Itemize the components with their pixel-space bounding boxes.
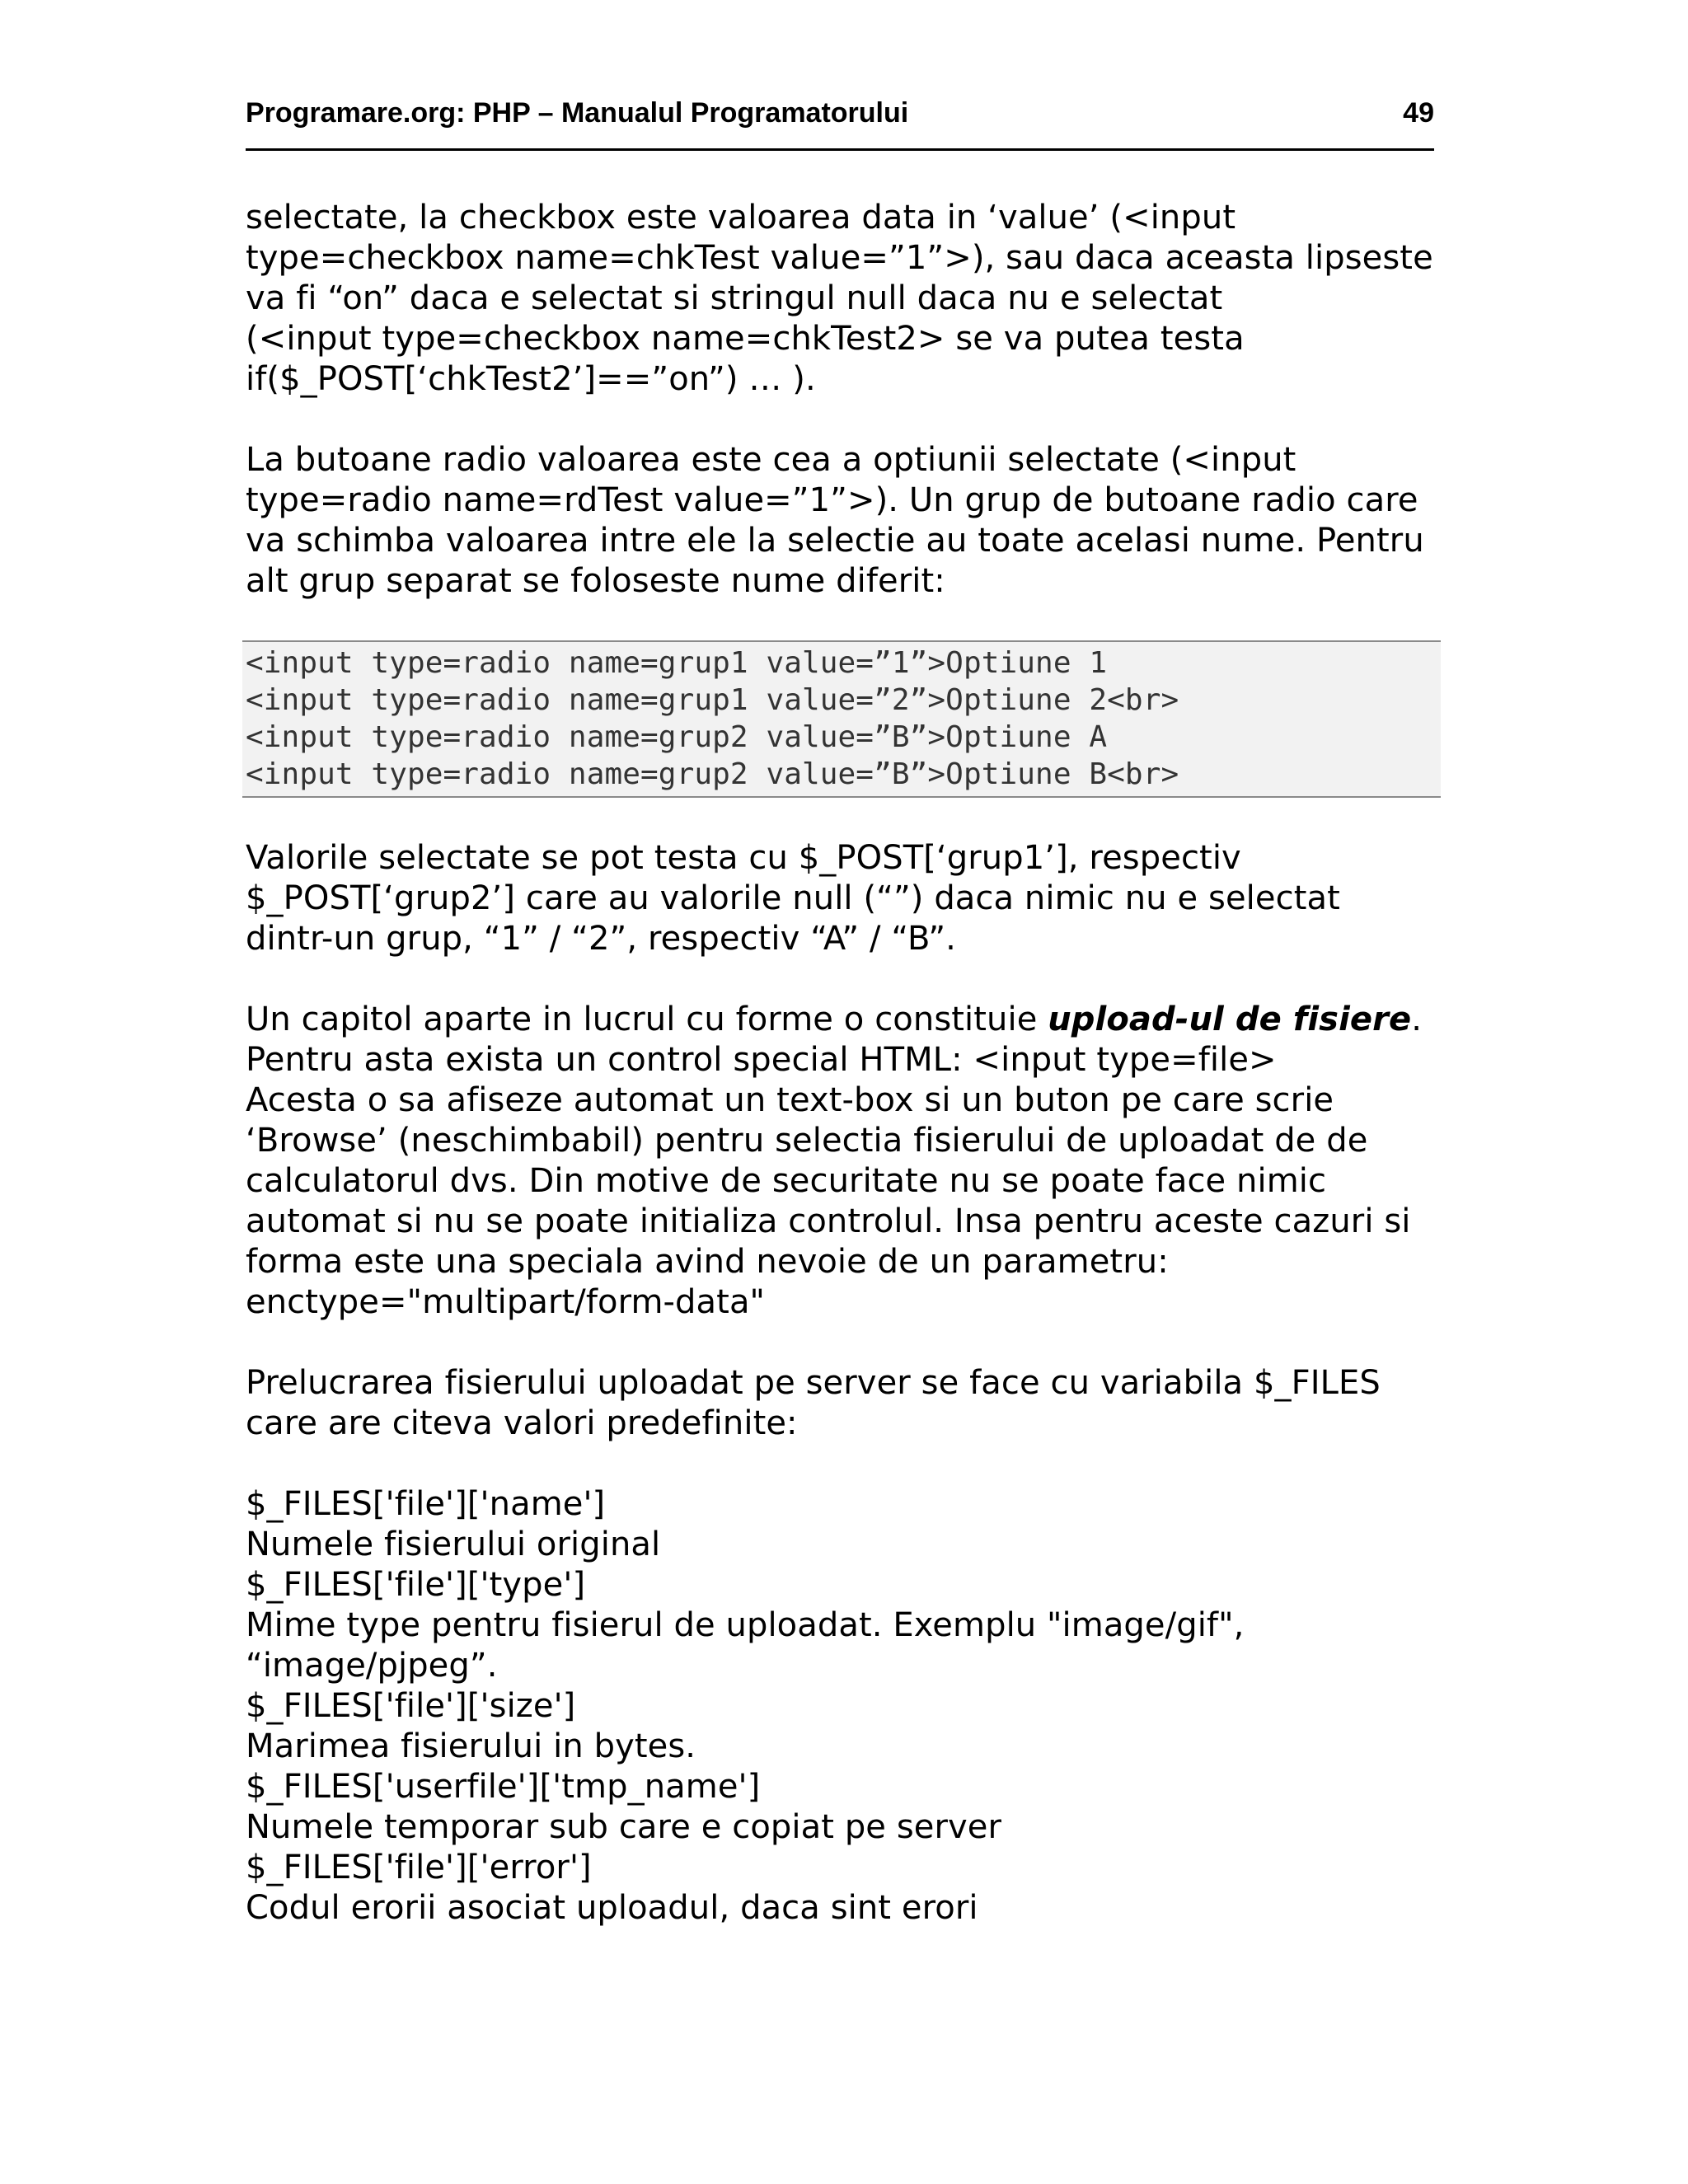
files-definitions	[246, 1484, 1457, 1929]
code-line: <input type=radio name=grup1 value=”1”>Optiune 1	[246, 646, 1108, 680]
page-header	[246, 96, 1434, 151]
text-line: Un capitol aparte in lucrul cu forme o constituie	[246, 1001, 1048, 1038]
definition-term: $_FILES['userfile']['tmp_name']	[246, 1768, 761, 1806]
text-line: type=checkbox name=chkTest value=”1”>), sau daca aceasta lipseste	[246, 239, 1433, 277]
definition-term: $_FILES['file']['size']	[246, 1687, 576, 1725]
text-line: forma este una speciala avind nevoie de un parametru:	[246, 1243, 1169, 1281]
text-line: alt grup separat se foloseste nume diferit:	[246, 562, 945, 600]
text-line: selectate, la checkbox este valoarea data in ‘value’ (<input	[246, 199, 1236, 237]
text-line: .	[1411, 1001, 1423, 1038]
paragraph-upload	[246, 1000, 1457, 1323]
text-line: La butoane radio valoarea este cea a optiunii selectate (<input	[246, 441, 1296, 479]
code-line: <input type=radio name=grup1 value=”2”>Optiune 2<br>	[246, 683, 1179, 717]
text-line: Prelucrarea fisierului uploadat pe server se face cu variabila $_FILES	[246, 1364, 1381, 1402]
code-line: <input type=radio name=grup2 value=”B”>Optiune B<br>	[246, 757, 1179, 791]
text-line: va schimba valoarea intre ele la selectie au toate acelasi nume. Pentru	[246, 522, 1424, 560]
text-line: $_POST[‘grup2’] care au valorile null (“”) daca nimic nu e selectat	[246, 879, 1340, 917]
definition-term: $_FILES['file']['error']	[246, 1849, 592, 1886]
page-number: 49	[1403, 97, 1434, 129]
page-content	[246, 198, 1457, 1929]
header-title: Programare.org: PHP – Manualul Programatorului	[246, 97, 909, 129]
text-line: dintr-un grup, “1” / “2”, respectiv “A” / “B”.	[246, 920, 957, 958]
definition-desc: Marimea fisierului in bytes.	[246, 1727, 696, 1765]
paragraph-radio	[246, 440, 1457, 602]
paragraph-values	[246, 838, 1457, 959]
text-line: if($_POST[‘chkTest2’]==”on”) … ).	[246, 360, 816, 398]
paragraph-files	[246, 1363, 1457, 1444]
paragraph-checkbox	[246, 198, 1457, 400]
emphasis-text: upload-ul de fisiere	[1048, 1001, 1412, 1038]
code-block	[242, 640, 1441, 798]
definition-desc: “image/pjpeg”.	[246, 1647, 498, 1685]
text-line: enctype="multipart/form-data"	[246, 1283, 766, 1321]
text-line: ‘Browse’ (neschimbabil) pentru selectia fisierului de uploadat de de	[246, 1122, 1368, 1160]
text-line: care are citeva valori predefinite:	[246, 1404, 798, 1442]
text-line: calculatorul dvs. Din motive de securitate nu se poate face nimic	[246, 1162, 1327, 1200]
definition-desc: Mime type pentru fisierul de uploadat. Exemplu "image/gif",	[246, 1606, 1245, 1644]
definition-desc: Numele temporar sub care e copiat pe server	[246, 1808, 1002, 1846]
definition-desc: Codul erorii asociat uploadul, daca sint erori	[246, 1889, 978, 1927]
text-line: type=radio name=rdTest value=”1”>). Un grup de butoane radio care	[246, 481, 1418, 519]
text-line: (<input type=checkbox name=chkTest2> se va putea testa	[246, 320, 1245, 358]
definition-desc: Numele fisierului original	[246, 1526, 661, 1563]
text-line: va fi “on” daca e selectat si stringul null daca nu e selectat	[246, 279, 1223, 317]
text-line: Acesta o sa afiseze automat un text-box si un buton pe care scrie	[246, 1081, 1334, 1119]
definition-term: $_FILES['file']['type']	[246, 1566, 586, 1604]
definition-term: $_FILES['file']['name']	[246, 1485, 606, 1523]
text-line: Pentru asta exista un control special HTML: <input type=file>	[246, 1041, 1277, 1079]
text-line: automat si nu se poate initializa controlul. Insa pentru aceste cazuri si	[246, 1202, 1411, 1240]
text-line: Valorile selectate se pot testa cu $_POST[‘grup1’], respectiv	[246, 839, 1241, 877]
code-line: <input type=radio name=grup2 value=”B”>Optiune A	[246, 720, 1108, 754]
